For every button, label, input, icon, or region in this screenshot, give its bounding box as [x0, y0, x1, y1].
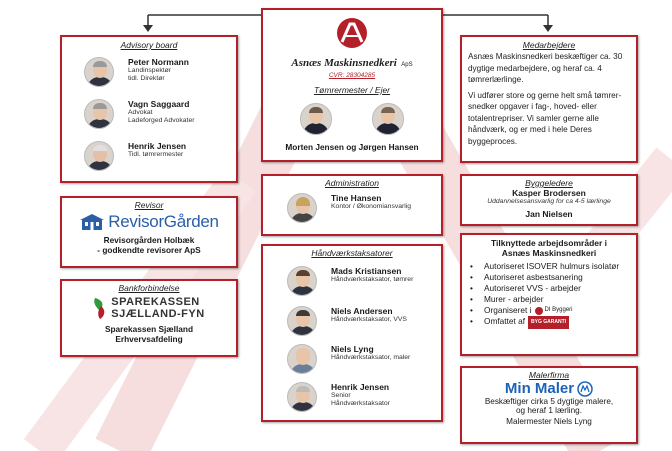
- owner-photo: [300, 103, 332, 135]
- administration-header: Administration: [325, 178, 379, 188]
- company-box: [261, 8, 443, 162]
- bank-department: Erhvervsafdeling: [115, 334, 183, 344]
- painter-logo-text: Min Maler: [504, 380, 575, 397]
- advisor-title: Tidl. tømrermester: [128, 151, 184, 158]
- painter-text: Beskæftiger cirka 5 dygtige malere,: [484, 397, 614, 406]
- estimators-header: Håndværkstaksatorer: [311, 248, 393, 258]
- estimator-row: [287, 306, 407, 336]
- advisor-title: Advokat: [128, 109, 153, 116]
- work-area-item: • Autoriseret asbestsanering: [470, 272, 583, 282]
- estimator-photo: [287, 382, 317, 412]
- estimator-photo: [287, 344, 317, 374]
- advisor-title: Landinspektør: [128, 67, 172, 74]
- admin-title: Kontor / Økonomiansvarlig: [331, 203, 412, 210]
- revisor-subtitle: - godkendte revisorer ApS: [97, 245, 201, 255]
- administration-box: [261, 174, 443, 236]
- estimator-photo: [287, 266, 317, 296]
- estimator-name: Henrik Jensen: [331, 382, 390, 392]
- painter-logo: [462, 380, 636, 397]
- work-areas-title: Asnæs Maskinsnedkeri: [501, 248, 597, 258]
- painter-box: [460, 366, 638, 444]
- advisor-name: Peter Normann: [128, 57, 189, 67]
- advisor-title: tidl. Direktør: [128, 75, 165, 82]
- painter-owner: Malermester Niels Lyng: [506, 417, 592, 426]
- advisor-row: [84, 141, 186, 171]
- bank-name: Sparekassen Sjælland: [104, 324, 194, 334]
- owner-photo: [372, 103, 404, 135]
- estimator-name: Niels Andersen: [331, 306, 393, 316]
- owner-photos: [263, 103, 441, 135]
- estimators-box: [261, 244, 443, 422]
- estimator-title: Håndværkstaksator, maler: [331, 354, 411, 361]
- estimator-row: [287, 344, 410, 374]
- bank-logo-line2: SJÆLLAND-FYN: [111, 308, 205, 320]
- advisor-photo: [84, 57, 114, 87]
- estimator-title: Senior: [331, 392, 351, 399]
- company-suffix: ApS: [401, 62, 413, 68]
- painter-text: og heraf 1 lærling.: [516, 406, 582, 415]
- bank-box: [60, 279, 238, 357]
- site-manager-name: Jan Nielsen: [525, 209, 573, 219]
- site-managers-header: Byggeledere: [525, 178, 573, 188]
- site-manager-title: Uddannelsesansvarlig for ca 4-5 lærlinge: [487, 198, 611, 205]
- advisor-title: Ladeforged Advokater: [128, 117, 195, 124]
- employees-text: Asnæs Maskinsnedkeri beskæftiger ca. 30 dygtige medarbejdere, og heraf ca. 4 tømrerlærlinge.: [468, 52, 623, 84]
- di-badge-icon: [535, 307, 543, 315]
- estimator-name: Mads Kristiansen: [331, 266, 402, 276]
- company-name: Asnæs Maskinsnedkeri: [291, 57, 397, 69]
- revisor-box: [60, 196, 238, 268]
- revisor-header: Revisor: [134, 200, 164, 210]
- admin-photo: [287, 193, 317, 223]
- revisor-name: Revisorgården Holbæk: [103, 235, 195, 245]
- estimator-title: Håndværkstaksator, tømrer: [331, 276, 414, 283]
- employees-box: [460, 35, 638, 163]
- bank-leaf-icon: [93, 296, 107, 320]
- house-icon: [79, 213, 105, 231]
- bank-logo-line1: SPAREKASSEN: [111, 296, 200, 308]
- estimator-photo: [287, 306, 317, 336]
- advisory-header: Advisory board: [120, 40, 178, 50]
- admin-row: [287, 193, 411, 223]
- company-cvr: CVR: 28304285: [328, 72, 376, 79]
- company-logo: [263, 16, 441, 50]
- site-managers-box: [460, 174, 638, 226]
- advisory-board-box: [60, 35, 238, 183]
- estimator-title: Håndværkstaksator: [331, 400, 390, 407]
- employees-text: Vi udfører store og gerne helt små tømrer-snedker opgaver i fag-, hoved- eller totalentrepriser. Vi samler gerne alle håndværk, og er med i hele Deres byggeproces.: [468, 90, 622, 146]
- advisor-photo: [84, 141, 114, 171]
- advisor-photo: [84, 99, 114, 129]
- estimator-name: Niels Lyng: [331, 344, 374, 354]
- work-areas-title: Tilknyttede arbejdsområder i: [490, 238, 608, 248]
- work-area-item: • Omfattet af BYG GARANTI: [470, 316, 630, 329]
- employees-header: Medarbejdere: [522, 40, 576, 50]
- revisor-logo: [62, 212, 236, 232]
- advisor-name: Henrik Jensen: [128, 141, 187, 151]
- owner-role-header: Tømrermester / Ejer: [313, 85, 391, 95]
- bank-header: Bankforbindelse: [118, 283, 180, 293]
- revisor-logo-text: RevisorGården: [108, 212, 219, 231]
- di-byggeri-badge: DI Byggeri: [535, 305, 573, 316]
- estimator-row: [287, 382, 390, 412]
- advisor-row: [84, 99, 195, 129]
- company-logo-icon: [335, 16, 369, 50]
- advisor-name: Vagn Saggaard: [128, 99, 190, 109]
- admin-name: Tine Hansen: [331, 193, 382, 203]
- owners-names: Morten Jensen og Jørgen Hansen: [285, 142, 419, 152]
- byg-garanti-badge: BYG GARANTI: [528, 316, 569, 329]
- estimator-title: Håndværkstaksator, VVS: [331, 316, 407, 323]
- advisor-row: [84, 57, 189, 87]
- site-manager-name: Kasper Brodersen: [512, 188, 586, 198]
- work-area-item: • Autoriseret VVS - arbejder: [470, 283, 581, 293]
- painter-header: Malerfirma: [528, 370, 570, 380]
- bank-logo: [62, 296, 236, 320]
- painter-logo-icon: [577, 381, 593, 397]
- work-area-item: • Organiseret i DI Byggeri: [470, 305, 573, 315]
- work-areas-box: [460, 233, 638, 356]
- estimator-row: [287, 266, 413, 296]
- work-area-item: • Autoriseret ISOVER hulmurs isolatør: [470, 261, 620, 271]
- work-area-item: • Murer - arbejder: [470, 294, 544, 304]
